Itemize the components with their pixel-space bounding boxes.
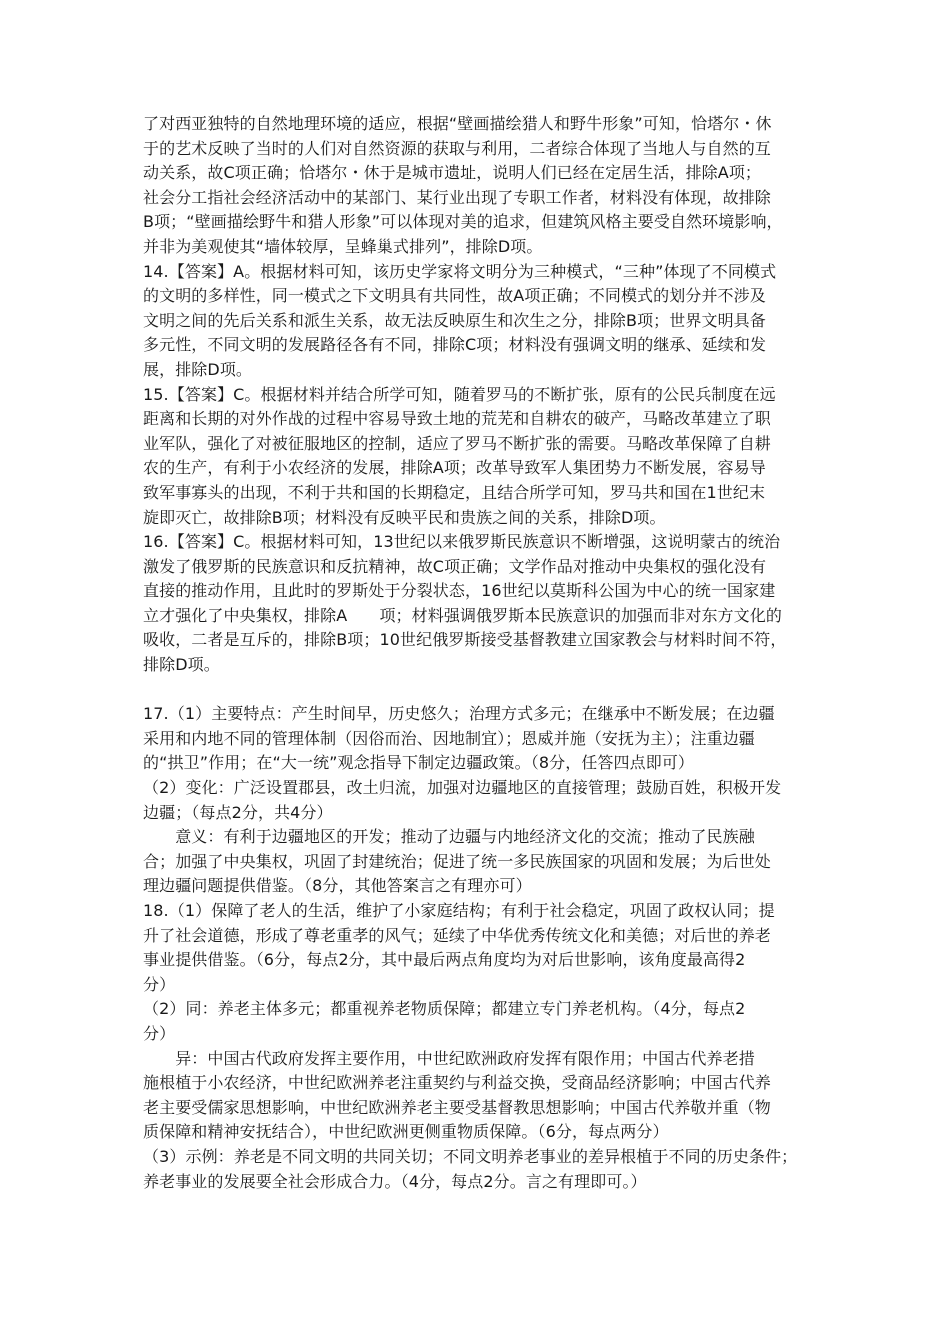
- answer-document: [143, 112, 819, 1194]
- text-line: 老主要受儒家思想影响，中世纪欧洲养老主要受基督教思想影响；中国古代养敬并重（物: [143, 1097, 771, 1117]
- text-line: 分）: [143, 974, 176, 994]
- text-line: 合；加强了中央集权，巩固了封建统治；促进了统一多民族国家的巩固和发展；为后世处: [143, 851, 771, 871]
- text-line: 采用和内地不同的管理体制（因俗而治、因地制宜）；恩威并施（安抚为主）；注重边疆: [143, 728, 755, 748]
- text-line: 异：中国古代政府发挥主要作用，中世纪欧洲政府发挥有限作用；中国古代养老措: [143, 1048, 755, 1068]
- text-line: 施根植于小农经济，中世纪欧洲养老注重契约与利益交换，受商品经济影响；中国古代养: [143, 1073, 771, 1093]
- text-line: （2）变化：广泛设置郡县，改土归流，加强对边疆地区的直接管理；鼓励百姓，积极开发: [143, 778, 782, 798]
- text-line: 的文明的多样性，同一模式之下文明具有共同性，故A项正确；不同模式的划分并不涉及: [143, 286, 766, 306]
- text-line: 养老事业的发展要全社会形成合力。（4分，每点2分。言之有理即可。）: [143, 1171, 647, 1191]
- text-line: 文明之间的先后关系和派生关系，故无法反映原生和次生之分，排除B项；世界文明具备: [143, 310, 766, 330]
- text-line: 动关系，故C项正确；恰塔尔・休于是城市遗址，说明人们已经在定居生活，排除A项；: [143, 163, 762, 183]
- text-line: 分）: [143, 1023, 176, 1043]
- text-line: 质保障和精神安抚结合），中世纪欧洲更侧重物质保障。（6分，每点两分）: [143, 1122, 669, 1142]
- text-line: 了对西亚独特的自然地理环境的适应，根据“壁画描绘猎人和野牛形象”可知，恰塔尔・休: [143, 114, 772, 133]
- text-line: 并非为美观使其“墙体较厚，呈蜂巢式排列”，排除D项。: [143, 236, 543, 256]
- text-line: 立才强化了中央集权，排除A 项；材料强调俄罗斯本民族意识的加强而非对东方文化的: [143, 605, 782, 625]
- text-line: 的“拱卫”作用；在“大一统”观念指导下制定边疆政策。（8分，任答四点即可）: [143, 753, 695, 773]
- text-line: 激发了俄罗斯的民族意识和反抗精神，故C项正确；文学作品对推动中央集权的强化没有: [143, 556, 767, 576]
- text-line: 升了社会道德，形成了尊老重孝的风气；延续了中华优秀传统文化和美德；对后世的养老: [143, 925, 771, 945]
- text-line: 吸收，二者是互斥的，排除B项；10世纪俄罗斯接受基督教建立国家教会与材料时间不符，: [143, 630, 787, 650]
- text-line: 理边疆问题提供借鉴。（8分，其他答案言之有理亦可）: [143, 876, 532, 896]
- text-line: 距离和长期的对外作战的过程中容易导致土地的荒芜和自耕农的破产，马略改革建立了职: [143, 409, 771, 429]
- text-line: 展，排除D项。: [143, 359, 253, 379]
- text-line: 直接的推动作用，且此时的罗斯处于分裂状态，16世纪以莫斯科公国为中心的统一国家建: [143, 581, 776, 601]
- text-line: 14.【答案】A。根据材料可知，该历史学家将文明分为三种模式，“三种”体现了不同模式: [143, 261, 777, 281]
- text-line: 业军队，强化了对被征服地区的控制，适应了罗马不断扩张的需要。马略改革保障了自耕: [143, 433, 771, 453]
- text-line: 社会分工指社会经济活动中的某部门、某行业出现了专职工作者，材料没有体现，故排除: [143, 187, 771, 207]
- text-line: 意义：有利于边疆地区的开发；推动了边疆与内地经济文化的交流；推动了民族融: [143, 827, 755, 847]
- text-line: 排除D项。: [143, 655, 220, 675]
- text-line: （2）同：养老主体多元；都重视养老物质保障；都建立专门养老机构。（4分，每点2: [143, 999, 746, 1019]
- text-line: 致军事寡头的出现，不利于共和国的长期稳定，且结合所学可知，罗马共和国在1世纪末: [143, 482, 766, 502]
- text-line: 16.【答案】C。根据材料可知，13世纪以来俄罗斯民族意识不断增强，这说明蒙古的统治: [143, 532, 781, 552]
- text-line: 多元性，不同文明的发展路径各有不同，排除C项；材料没有强调文明的继承、延续和发: [143, 335, 767, 355]
- text-line: 边疆；（每点2分，共4分）: [143, 802, 333, 822]
- text-line: 农的生产，有利于小农经济的发展，排除A项；改革导致军人集团势力不断发展，容易导: [143, 458, 766, 478]
- text-line: 15.【答案】C。根据材料并结合所学可知，随着罗马的不断扩张，原有的公民兵制度在远: [143, 384, 776, 404]
- text-line: 18.（1）保障了老人的生活，维护了小家庭结构；有利于社会稳定，巩固了政权认同；提: [143, 901, 775, 920]
- text-line: 旋即灭亡，故排除B项；材料没有反映平民和贵族之间的关系，排除D项。: [143, 507, 666, 527]
- text-line: B项；“壁画描绘野牛和猎人形象”可以体现对美的追求，但建筑风格主要受自然环境影响，: [143, 212, 783, 232]
- text-line: （3）示例：养老是不同文明的共同关切；不同文明养老事业的差异根植于不同的历史条件；: [143, 1146, 798, 1166]
- text-line: 于的艺术反映了当时的人们对自然资源的获取与利用，二者综合体现了当地人与自然的互: [143, 138, 771, 158]
- text-line: 17.（1）主要特点：产生时间早，历史悠久；治理方式多元；在继承中不断发展；在边疆: [143, 704, 775, 724]
- blank-line: [143, 678, 819, 703]
- text-line: 事业提供借鉴。（6分，每点2分，其中最后两点角度均为对后世影响，该角度最高得2: [143, 950, 746, 970]
